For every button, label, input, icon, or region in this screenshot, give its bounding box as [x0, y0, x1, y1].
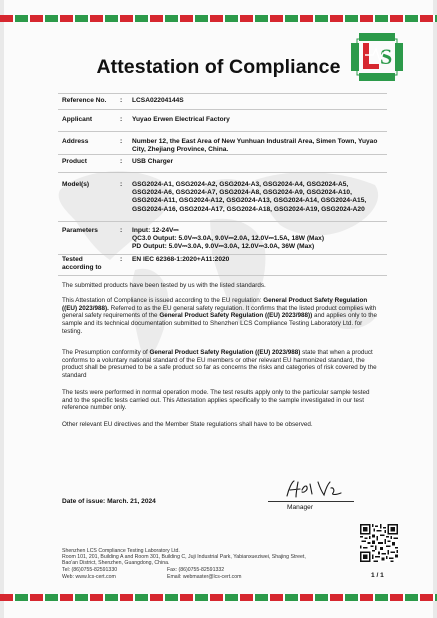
p2-text-a: This Attestation of Compliance is issued according to the EU regulation: — [62, 297, 264, 304]
svg-text:S: S — [380, 44, 393, 69]
colon: : — [120, 97, 123, 104]
paragraph-other-directives: Other relevant EU directives and the Member State regulations shall have to be observed. — [62, 421, 313, 428]
p2-text-c: Referred to as the EU general safety regulation. It confirms that the listed product complies with general safety requirements of the — [62, 304, 377, 320]
paragraph-tests: The tests were performed in normal operation mode. The test results apply only to the particular sample tested and to the specific tests carried out. This Attestation applies specifically to the sample investigated in our test reference number only. — [62, 389, 370, 412]
applicant-value: Yuyao Erwen Electrical Factory — [132, 116, 230, 123]
parameters-input: Input: 12-24V⎓ — [132, 227, 179, 234]
date-of-issue: Date of issue: March. 21, 2024 — [62, 498, 156, 505]
right-border — [433, 0, 437, 618]
colon: : — [120, 256, 123, 263]
divider — [58, 154, 387, 155]
reference-label: Reference No. — [62, 97, 107, 104]
footer-web: Web: www.lcs-cert.com — [62, 574, 116, 580]
p3-regulation: General Product Safety Regulation ((EU) 2023/988) — [149, 349, 301, 356]
signature-line — [268, 501, 354, 502]
colon: : — [120, 181, 123, 188]
divider — [58, 172, 387, 173]
top-color-stripe — [0, 15, 437, 22]
parameters-value — [132, 227, 379, 252]
divider — [58, 131, 387, 132]
p3-text-c: state that when a product conforms to a voluntary national standard of the EU members or other relevant EU harmonized standard, the product shall be presumed to be a safe product so far as concerns the risks and categories of risk covered by the standard — [62, 349, 377, 380]
divider — [58, 254, 387, 255]
page-number: 1 / 1 — [371, 572, 384, 579]
paragraph-attestation — [62, 297, 381, 336]
parameters-pd-output: PD Output: 5.0V⎓3.0A, 9.0V⎓3.0A, 12.0V⎓3.0A, 36W (Max) — [132, 243, 315, 251]
paragraph-tested: The submitted products have been tested by us with the listed standards. — [62, 282, 266, 289]
colon: : — [120, 138, 123, 145]
signature-icon — [284, 478, 344, 500]
divider — [58, 275, 387, 276]
divider — [58, 93, 387, 94]
parameters-label: Parameters — [62, 227, 98, 234]
applicant-label: Applicant — [62, 116, 93, 123]
p2-regulation-a: General Product Safety Regulation ((EU) 2023/988). — [62, 297, 368, 312]
page-title: Attestation of Compliance — [96, 56, 341, 78]
colon: : — [120, 227, 123, 234]
models-value: GSG2024-A1, GSG2024-A2, GSG2024-A3, GSG2024-A4, GSG2024-A5, GSG2024-A6, GSG2024-A7, GSG2024-A8, GSG2024-A9, GSG2024-A10, GSG2024-A11, GSG2024-A12, GSG2024-A13, GSG2024-A14, GSG2024-A15, GSG2024-A16, GSG2024-A17, GSG2024-A18, GSG2024-A19, GSG2024-A20 — [132, 181, 367, 213]
models-label: Model(s) — [62, 181, 90, 188]
divider — [58, 109, 387, 110]
colon: : — [120, 116, 123, 123]
product-value: USB Charger — [132, 158, 174, 165]
tested-label — [62, 256, 122, 272]
footer-email: Email: webmaster@lcs-cert.com — [167, 574, 242, 580]
manager-label: Manager — [287, 504, 314, 511]
address-value: Number 12, the East Area of New Yunhuan Industrail Area, Simen Town, Yuyao City, Zhejiang Province, China. — [132, 138, 378, 154]
footer-fax: Fax: (86)0755-82591332 — [167, 567, 225, 573]
colon: : — [120, 158, 123, 165]
footer-company: Shenzhen LCS Compliance Testing Laboratory Ltd. — [62, 548, 180, 554]
tested-label-line2: according to — [62, 264, 102, 272]
parameters-qc-output: QC3.0 Output: 5.0V⎓3.0A, 9.0V⎓2.0A, 12.0V⎓1.5A, 18W (Max) — [132, 235, 325, 243]
qr-code-icon — [360, 524, 398, 562]
tested-label-line1: Tested — [62, 256, 83, 263]
footer-address-line2: Bao'an District, Shenzhen, Guangdong, China. — [62, 560, 170, 566]
divider — [58, 221, 387, 222]
product-label: Product — [62, 158, 87, 165]
tested-standard: EN IEC 62368-1:2020+A11:2020 — [132, 256, 230, 263]
footer-address-line1: Room 101, 201, Building A and Room 301, Building C, Juji Industrial Park, Yabianxueziwei, Shajing Street, — [62, 554, 306, 560]
address-label: Address — [62, 138, 89, 145]
paragraph-presumption — [62, 349, 381, 380]
p2-regulation-b: General Product Safety Regulation ((EU) 2023/988)) — [159, 312, 313, 320]
footer-tel: Tel: (86)0755-82591330 — [62, 567, 118, 573]
p3-text-a: The Presumption conformity of — [62, 349, 150, 356]
bottom-color-stripe — [0, 594, 437, 601]
left-border — [0, 0, 4, 618]
reference-value: LCSA02204144S — [132, 97, 184, 104]
p2-text-e: and applies only to the sample and its technical documentation submitted to Shenzhen LCS Compliance Testing Laboratory Ltd. for testing. — [62, 312, 377, 335]
